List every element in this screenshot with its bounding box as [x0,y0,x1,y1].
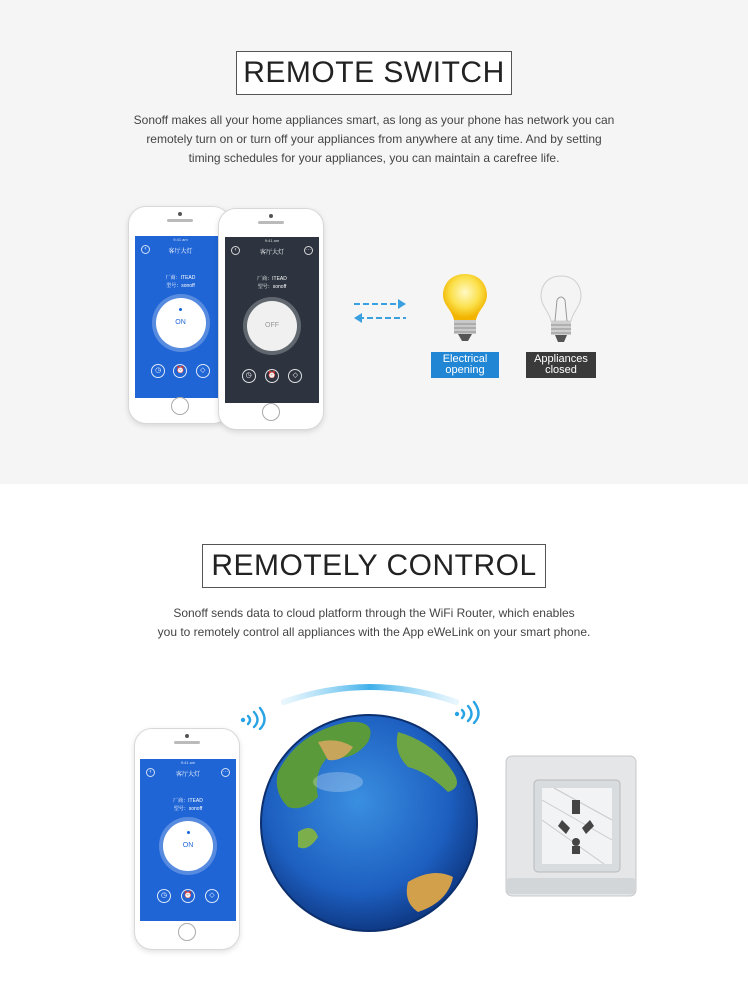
remotely-control-description: Sonoff sends data to cloud platform through the WiFi Router, which enables you to remotely control all appliances with the App eWeLink on your smart phone. [157,606,591,639]
camera [178,212,182,216]
alarm-icon[interactable]: ⏰ [265,369,279,383]
tag-icon[interactable]: ◇ [288,369,302,383]
remotely-control-title: REMOTELY CONTROL [202,544,546,588]
phone-off [218,208,324,430]
speaker [258,221,284,224]
alarm-icon[interactable]: ⏰ [173,364,187,378]
remote-switch-title: REMOTE SWITCH [236,51,512,95]
action-icons [135,364,226,378]
signal-arrows-icon [350,294,410,328]
phone-on [128,206,231,424]
app-title: 客厅大灯 [168,249,193,255]
timer-icon[interactable]: ◷ [242,369,256,383]
phone-app [134,728,240,950]
home-button[interactable] [178,923,196,941]
power-button[interactable]: ON [163,821,213,871]
lightbulb-on-icon [440,270,490,346]
home-button[interactable] [171,397,189,415]
globe-icon [258,712,480,934]
timer-icon[interactable]: ◷ [157,889,171,903]
action-icons [225,369,319,383]
alarm-icon[interactable]: ⏰ [181,889,195,903]
camera [269,214,273,218]
status-bar: 9:41 am [264,238,280,243]
action-icons [140,889,236,903]
indicator-dot [179,308,182,311]
app-title: 客厅大灯 [175,772,200,778]
remote-switch-description: Sonoff makes all your home appliances smart, as long as your phone has network you can remotely turn on or turn off your appliances from anywhere at any time. And by setting timing schedules for your appliances, you can maintain a carefree life. [133,113,615,165]
speaker [167,219,193,222]
home-button[interactable] [262,403,280,421]
camera [185,734,189,738]
remotely-control-section [0,484,748,1000]
status-bar: 9:41 am [180,760,196,765]
remote-switch-section [0,0,748,484]
lightbulb-off-icon [538,272,584,346]
device-info: 厂商：ITEAD 型号：sonoff [165,275,196,289]
speaker [174,741,200,744]
power-button[interactable]: ON [156,298,206,348]
timer-icon[interactable]: ◷ [151,364,165,378]
device-info: 厂商：ITEAD 型号：sonoff [173,798,203,812]
tag-icon[interactable]: ◇ [196,364,210,378]
back-icon[interactable]: ‹ [141,245,150,254]
appliances-closed-label: Appliances closed [526,352,596,378]
socket-icon [504,750,640,898]
app-screen-off [225,237,319,403]
tag-icon[interactable]: ◇ [205,889,219,903]
app-screen-on [135,236,226,398]
status-bar: 9:41 am [173,237,188,242]
device-info: 厂商：ITEAD 型号：sonoff [257,276,287,290]
power-button[interactable]: OFF [247,301,297,351]
more-icon[interactable]: ··· [223,769,228,775]
back-icon[interactable]: ‹ [146,768,155,777]
more-icon[interactable]: ··· [306,247,311,253]
app-title: 客厅大灯 [259,250,284,256]
electrical-opening-label: Electrical opening [431,352,499,378]
app-screen [140,759,236,921]
back-icon[interactable]: ‹ [231,246,240,255]
indicator-dot [187,831,190,834]
cloud-arc-icon [280,680,460,706]
